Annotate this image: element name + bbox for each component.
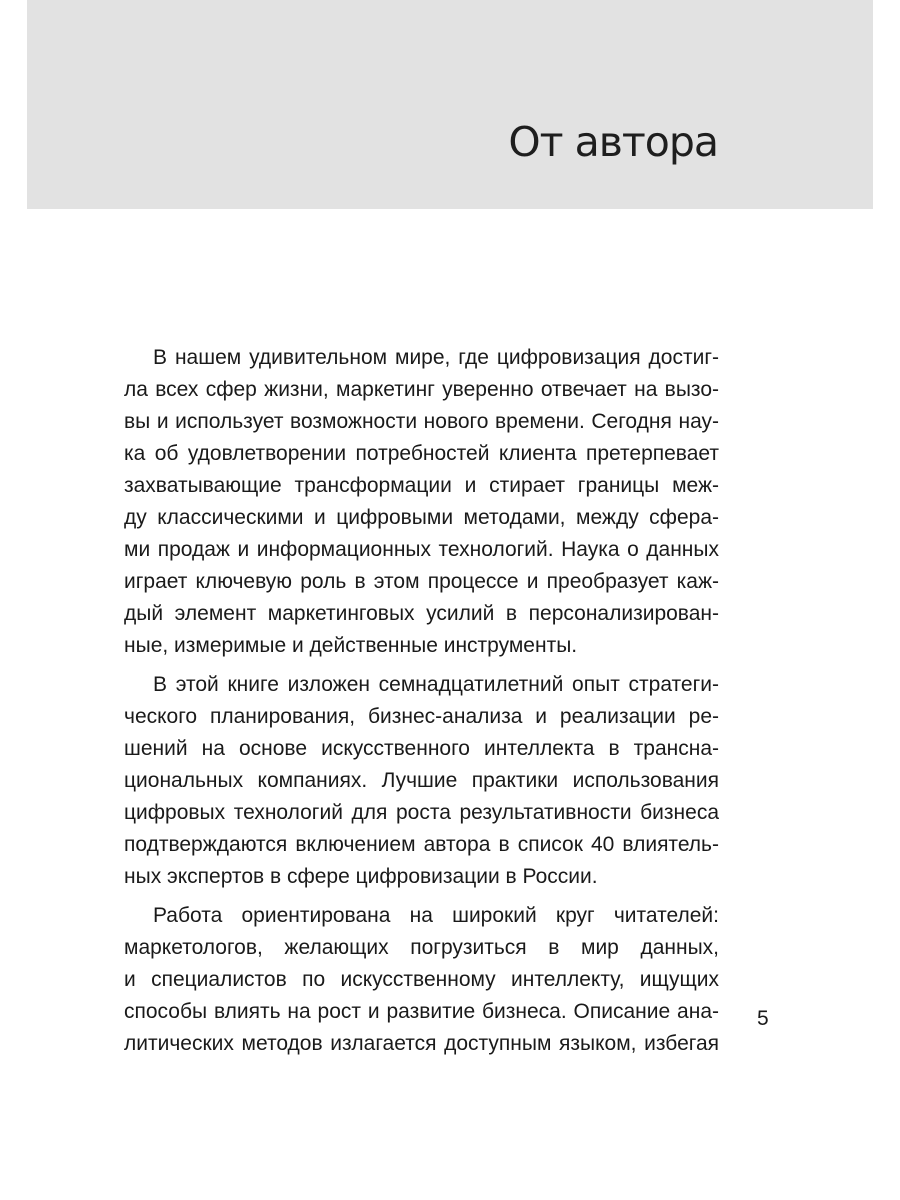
text-line: ми продаж и информационных технологий. Наука о данных (124, 538, 719, 561)
text-line: дый элемент маркетинговых усилий в персонализирован- (124, 602, 719, 625)
chapter-header-band (27, 0, 873, 209)
text-line: маркетологов, желающих погрузиться в мир данных, (124, 936, 719, 959)
text-line: и специалистов по искусственному интеллекту, ищущих (124, 968, 719, 991)
text-line: захватывающие трансформации и стирает границы меж- (124, 474, 719, 497)
text-line: Работа ориентирована на широкий круг читателей: (153, 904, 719, 927)
text-line: ка об удовлетворении потребностей клиента претерпевает (124, 442, 719, 465)
text-line: подтверждаются включением автора в список 40 влиятель- (124, 833, 719, 856)
text-line: ду классическими и цифровыми методами, между сфера- (124, 506, 719, 529)
text-line: ла всех сфер жизни, маркетинг уверенно отвечает на вызо- (124, 378, 719, 401)
text-line: ных экспертов в сфере цифровизации в России. (124, 865, 598, 888)
text-line: ные, измеримые и действенные инструменты. (124, 634, 578, 657)
text-line: В нашем удивительном мире, где цифровизация достиг- (153, 346, 719, 369)
body-text (124, 342, 719, 1060)
text-line: играет ключевую роль в этом процессе и преобразует каж- (124, 570, 719, 593)
page-number: 5 (757, 1007, 769, 1030)
chapter-title: От автора (508, 118, 718, 166)
text-line: литических методов излагается доступным языком, избегая (124, 1032, 719, 1055)
text-line: шений на основе искусственного интеллекта в трансна- (124, 737, 719, 760)
text-line: цифровых технологий для роста результативности бизнеса (124, 801, 719, 824)
text-line: вы и использует возможности нового времени. Сегодня нау- (124, 410, 719, 433)
text-line: циональных компаниях. Лучшие практики использования (124, 769, 719, 792)
text-line: ческого планирования, бизнес-анализа и реализации ре- (124, 705, 719, 728)
text-line: способы влиять на рост и развитие бизнеса. Описание ана- (124, 1000, 719, 1023)
text-line: В этой книге изложен семнадцатилетний опыт стратеги- (153, 673, 719, 696)
